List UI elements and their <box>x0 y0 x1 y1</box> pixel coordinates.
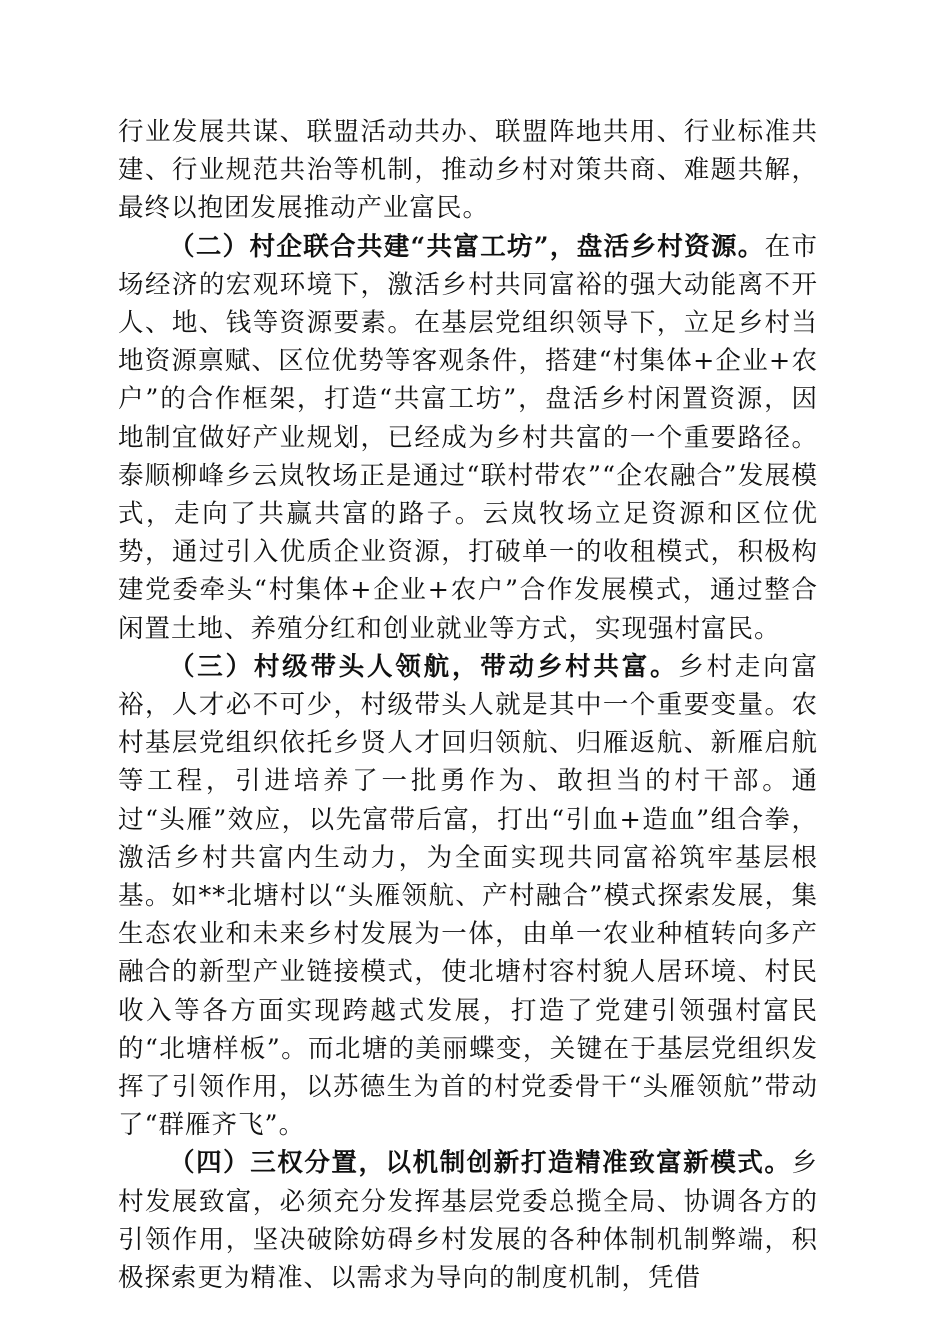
paragraph-2-text: 在市场经济的宏观环境下，激活乡村共同富裕的强大动能离不开人、地、钱等资源要素。在基层党组织领导下，立足乡村当地资源禀赋、区位优势等客观条件，搭建“村集体+企业+农户”的合作框架，打造“共富工坊”，盘活乡村闲置资源，因地制宜做好产业规划，已经成为乡村共富的一个重要路径。泰顺柳峰乡云岚牧场正是通过“联村带农”“企农融合”发展模式，走向了共赢共富的路子。云岚牧场立足资源和区位优势，通过引入优质企业资源，打破单一的收租模式，积极构建党委牵头“村集体+企业+农户”合作发展模式，通过整合闲置土地、养殖分红和创业就业等方式，实现强村富民。 <box>118 231 818 644</box>
paragraph-3 <box>118 648 818 1145</box>
section-heading-2: （二）村企联合共建“共富工坊”，盘活乡村资源。 <box>169 231 765 262</box>
section-heading-3: （三）村级带头人领航，带动乡村共富。 <box>169 651 679 682</box>
paragraph-4-text: 乡村发展致富，必须充分发挥基层党委总揽全局、协调各方的引领作用，坚决破除妨碍乡村发展的各种体制机制弊端，积极探索更为精准、以需求为导向的制度机制，凭借 <box>118 1148 818 1294</box>
paragraph-1 <box>118 113 818 228</box>
paragraph-2 <box>118 228 818 648</box>
paragraph-1-text: 行业发展共谋、联盟活动共办、联盟阵地共用、行业标准共建、行业规范共治等机制，推动乡村对策共商、难题共解，最终以抱团发展推动产业富民。 <box>118 117 818 224</box>
section-heading-4: （四）三权分置，以机制创新打造精准致富新模式。 <box>169 1148 792 1179</box>
paragraph-4 <box>118 1144 818 1297</box>
paragraph-3-text: 乡村走向富裕，人才必不可少，村级带头人就是其中一个重要变量。农村基层党组织依托乡贤人才回归领航、归雁返航、新雁启航等工程，引进培养了一批勇作为、敢担当的村干部。通过“头雁”效应，以先富带后富，打出“引血+造血”组合拳，激活乡村共富内生动力，为全面实现共同富裕筑牢基层根基。如**北塘村以“头雁领航、产村融合”模式探索发展，集生态农业和未来乡村发展为一体，由单一农业种植转向多产融合的新型产业链接模式，使北塘村容村貌人居环境、村民收入等各方面实现跨越式发展，打造了党建引领强村富民的“北塘样板”。而北塘的美丽蝶变，关键在于基层党组织发挥了引领作用，以苏德生为首的村党委骨干“头雁领航”带动了“群雁齐飞”。 <box>118 651 818 1141</box>
document-page <box>118 113 818 1297</box>
